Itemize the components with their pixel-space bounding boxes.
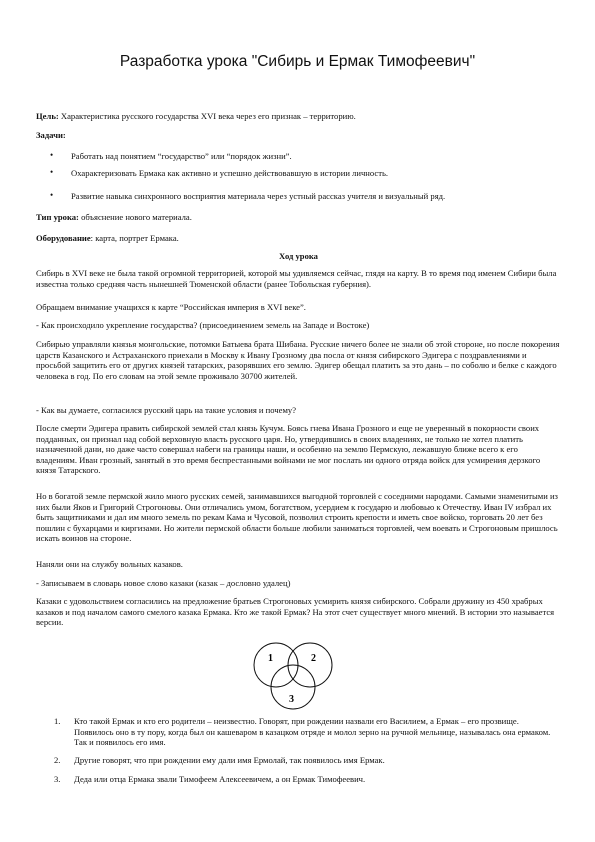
venn-label-3: 3 bbox=[289, 694, 294, 705]
paragraph: - Как происходило укрепление государства? (присоединением земель на Западе и Востоке) bbox=[36, 320, 370, 330]
bullet-icon: • bbox=[50, 150, 54, 160]
venn-label-1: 1 bbox=[268, 653, 273, 664]
paragraph: Обращаем внимание учащихся к карте “Российская империя в XVI веке”. bbox=[36, 302, 306, 312]
task-item: Развитие навыка синхронного восприятия материала через устный рассказ учителя и визуальный ряд. bbox=[71, 191, 446, 201]
version-item: Другие говорят, что при рождении ему дали имя Ермолай, так появилось имя Ермак. bbox=[74, 755, 385, 765]
task-item: Работать над понятием “государство” или “порядок жизни”. bbox=[71, 151, 292, 161]
section-heading: Ход урока bbox=[279, 251, 318, 261]
bullet-icon: • bbox=[50, 167, 54, 177]
venn-label-2: 2 bbox=[311, 653, 316, 664]
equipment-label: Оборудование bbox=[36, 233, 91, 243]
lesson-type-text: объяснение нового материала. bbox=[78, 212, 192, 222]
paragraph: - Как вы думаете, согласился русский царь на такие условия и почему? bbox=[36, 405, 297, 415]
bullet-icon: • bbox=[50, 190, 54, 200]
paragraph: Сибирь в XVI веке не была такой огромной территорией, которой мы удивляемся сейчас, глядя на карту. В то время под именем Сибири была известна только средняя часть нынешней Тюменской области (ранее Тобольская губерния). bbox=[36, 268, 557, 289]
paragraph: Наняли они на службу вольных казаков. bbox=[36, 559, 183, 569]
version-item: Кто такой Ермак и кто его родители – неизвестно. Говорят, при рождении назвали его Василием, а Ермак – его прозвище. Появилось оно в ту пору, когда был он кашеваром в казацком отряде и молол зерно на ручной мельнице, называлась она ермаком. Так и появилось его имя. bbox=[74, 716, 551, 748]
lesson-type-line bbox=[36, 212, 561, 223]
version-item: Деда или отца Ермака звали Тимофеем Алексеевичем, а он Ермак Тимофеевич. bbox=[74, 774, 366, 784]
paragraph: Но в богатой земле пермской жило много русских семей, занимавшихся выгодной торговлей с соседними народами. Самыми знаменитыми из них были Яков и Григорий Строгоновы. Они отличались умом, богатством, усердием к государю и любовью к Отечеству. Иван IV избрал их быть защитниками и дал им много земель по рекам Кама и Чусовой, позволил строить крепости и иметь свое войско, торговать 20 лет без пошлин с бухарцами и киргизами. Но жители пермской области больше любили заниматься торговлей, чем воевать и Строгоновым пришлось искать воинов на стороне. bbox=[36, 491, 558, 544]
version-number: 2. bbox=[54, 755, 61, 765]
goal-line bbox=[36, 111, 561, 122]
task-item: Охарактеризовать Ермака как активно и успешно действовавшую в истории личность. bbox=[71, 168, 389, 178]
paragraph: Казаки с удовольствием согласились на предложение братьев Строгоновых усмирить князя сибирского. Собрали дружину из 450 храбрых казаков и под началом самого смелого казака Ермака. Кто же такой Ермак? На этот счет существует много мнений. В истории это называется версии. bbox=[36, 596, 555, 628]
version-number: 1. bbox=[54, 716, 61, 726]
document-title: Разработка урока "Сибирь и Ермак Тимофеевич" bbox=[119, 53, 476, 70]
goal-text: Характеристика русского государства XVI века через его признак – территорию. bbox=[58, 111, 356, 121]
venn-diagram bbox=[248, 640, 340, 712]
equipment-text: : карта, портрет Ермака. bbox=[90, 233, 179, 243]
equipment-line bbox=[36, 233, 561, 244]
paragraph: После смерти Эдигера править сибирской землей стал князь Кучум. Боясь гнева Ивана Грозного и еще не уверенный в покорности своих подданных, он признал над собой верховную власть русского царя. Но, утвердившись в своих владениях, не только не хотел платить назначенной дани, но даже часто совершал набеги на границы наши, и особенно на землю Пермскую, лежавшую ближе всего к его владениям. Иван грозный, занятый в это время беспрестанными войнами не мог послать ни одного отряда войск для усмирения дерзкого князя Татарского. bbox=[36, 423, 541, 476]
tasks-label: Задачи: bbox=[36, 130, 66, 140]
paragraph: - Записываем в словарь новое слово казаки (казак – дословно удалец) bbox=[36, 578, 291, 588]
goal-label: Цель: bbox=[36, 111, 59, 121]
version-number: 3. bbox=[54, 774, 61, 784]
paragraph: Сибирью управляли князья монгольские, потомки Батыева брата Шибана. Русские ничего более не знали об этой стороне, но после покорения царств Казанского и Астраханского приехали в Москву к Ивану Грозному два посла от князя сибирского Эдигера с поздравлениями и просьбой защитить его от других князей татарских, разорявших его землю. Эдигер обещал платить за это дань – по соболю и белке с каждого человека в год. По его словам на этой земле проживало 30700 жителей. bbox=[36, 339, 560, 381]
lesson-type-label: Тип урока: bbox=[36, 212, 79, 222]
